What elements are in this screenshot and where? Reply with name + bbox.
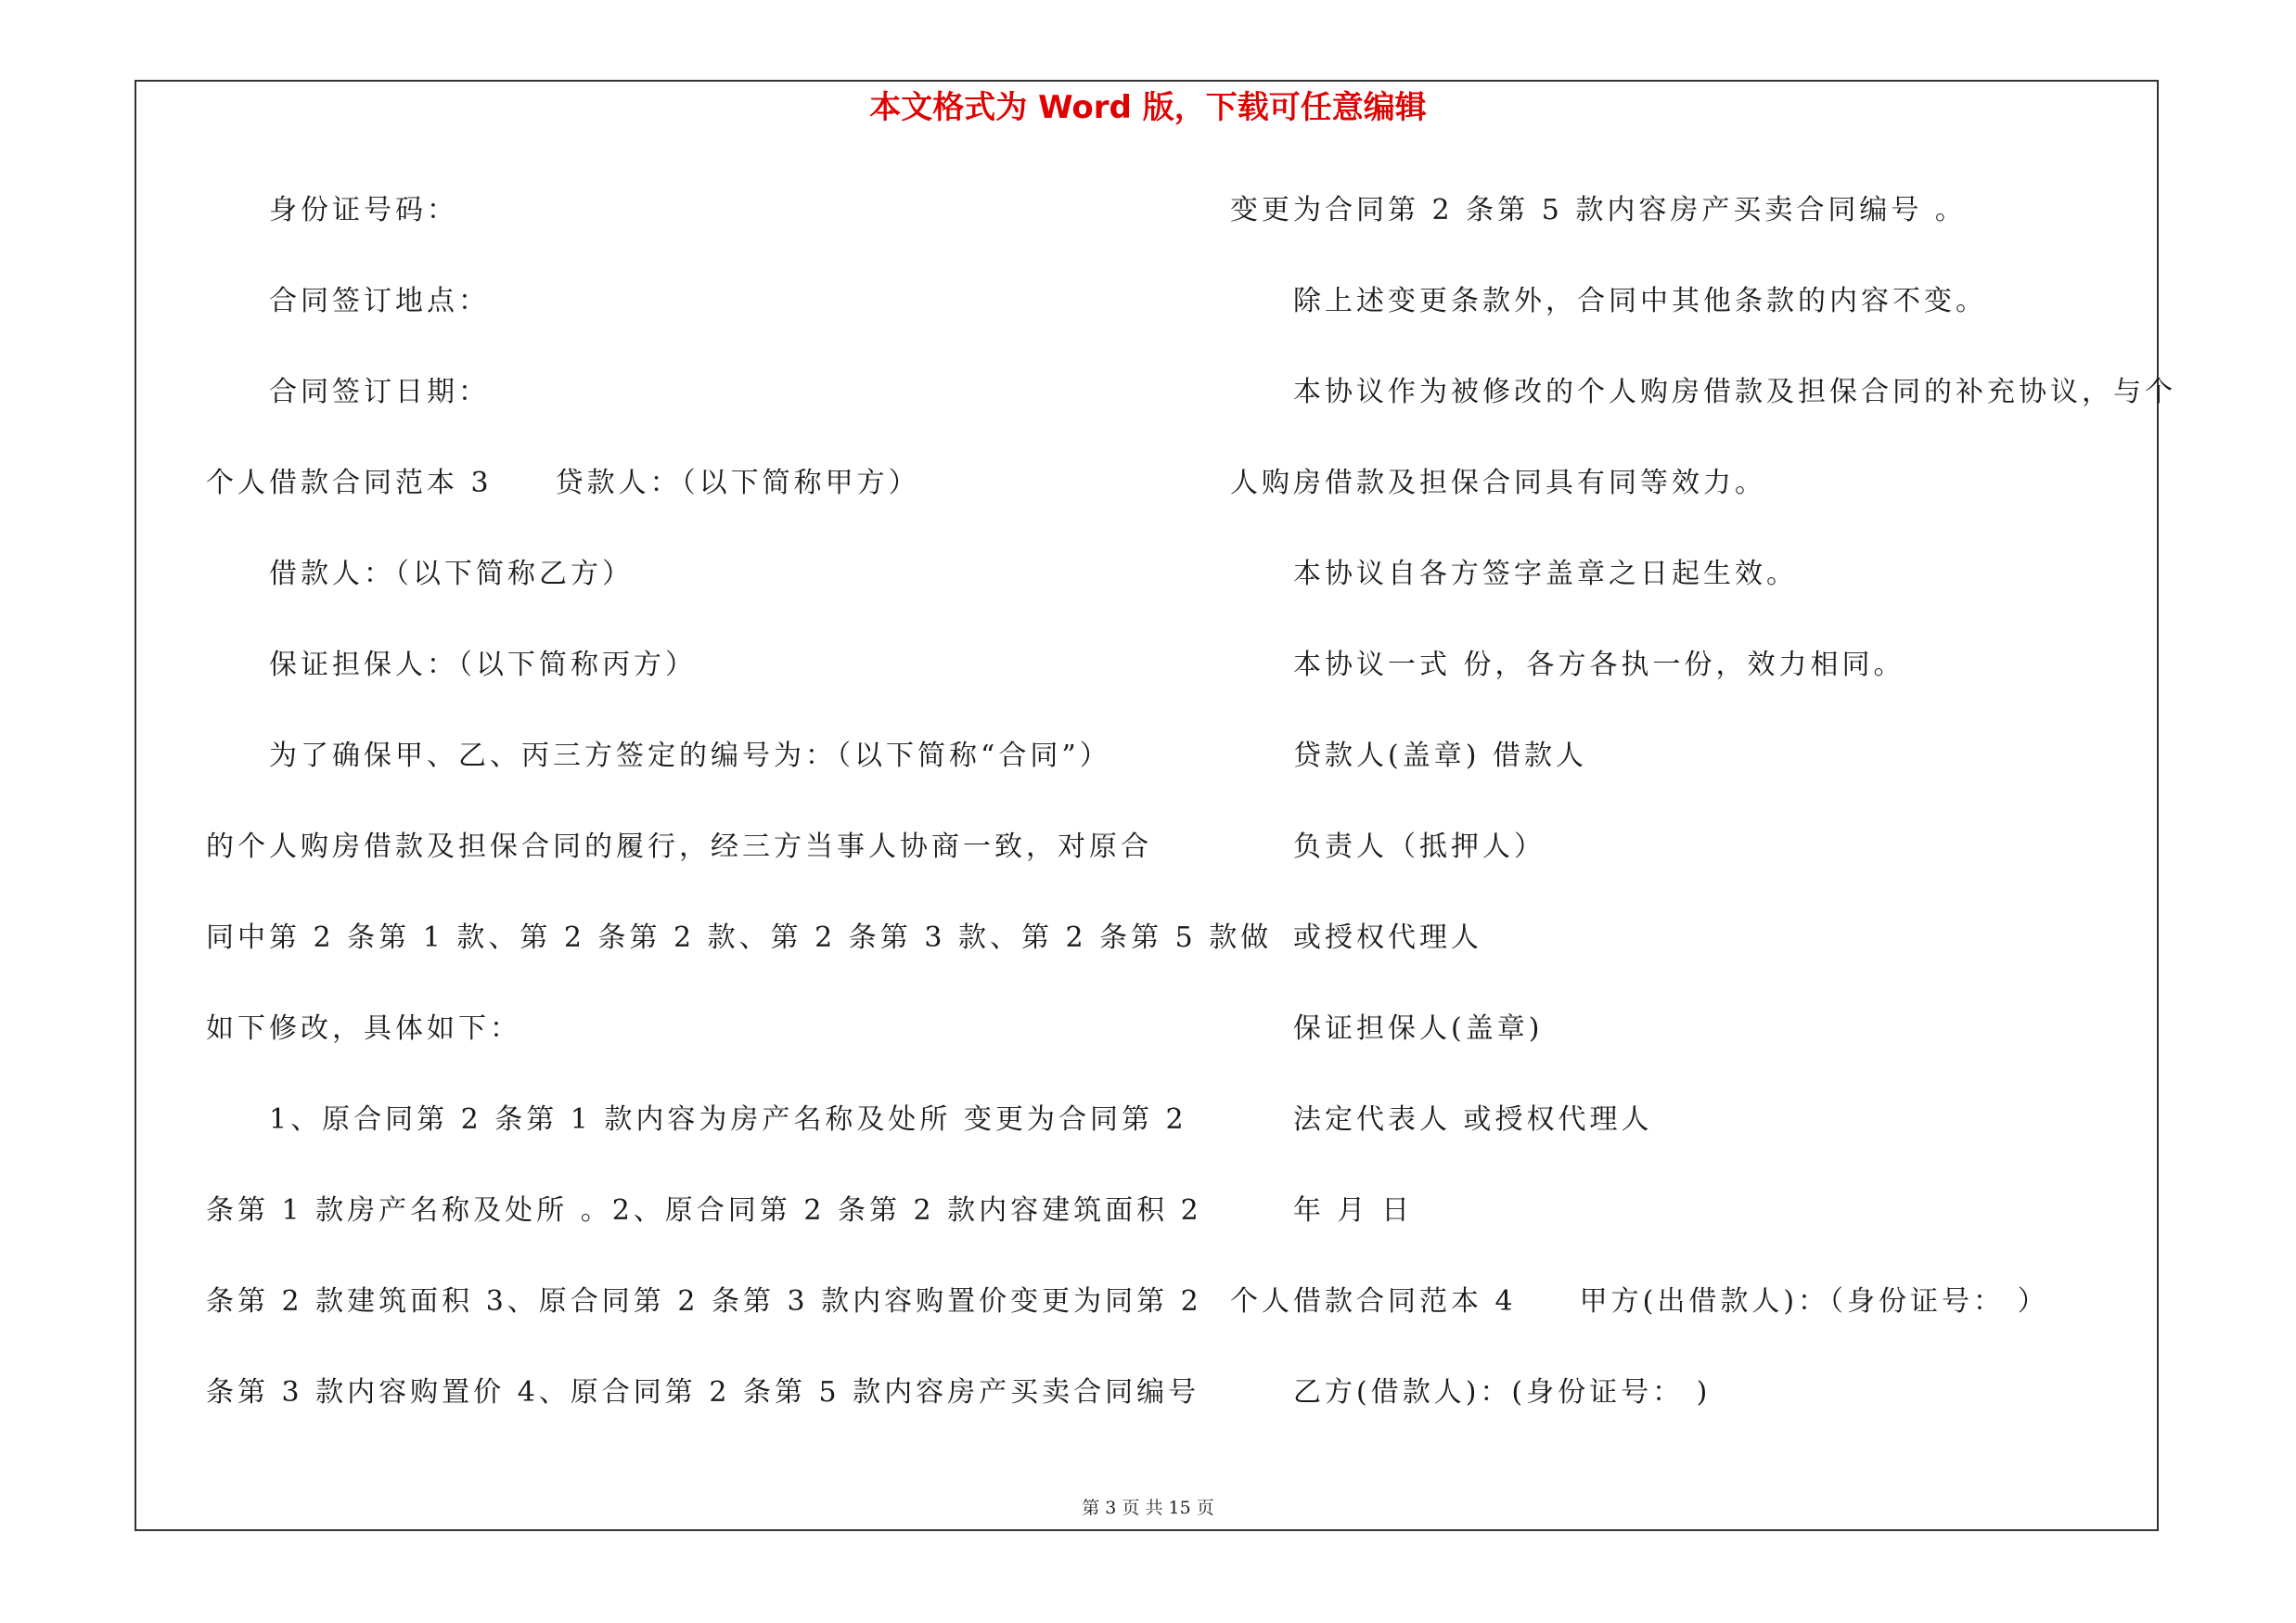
text-line: 条第 3 款内容购置价 4、原合同第 2 条第 5 款内容房产买卖合同编号: [206, 1376, 1200, 1409]
text-line: 保证担保人(盖章): [1293, 1012, 1544, 1045]
text-line: 的个人购房借款及担保合同的履行，经三方当事人协商一致，对原合: [206, 831, 1152, 863]
text-line: 条第 2 款建筑面积 3、原合同第 2 条第 3 款内容购置价变更为同第 2: [206, 1285, 1202, 1318]
text-line: 个人借款合同范本 3 贷款人：（以下简称甲方）: [206, 467, 920, 499]
text-line: 或授权代理人: [1293, 921, 1482, 954]
text-line: 借款人：（以下简称乙方）: [269, 558, 634, 590]
text-line: 本协议作为被修改的个人购房借款及担保合同的补充协议，与个: [1293, 376, 2176, 408]
format-banner: 本文格式为 Word 版，下载可任意编辑: [869, 89, 1427, 126]
text-line: 法定代表人 或授权代理人: [1293, 1103, 1653, 1136]
text-line: 负责人（抵押人）: [1293, 831, 1546, 863]
text-line: 本协议一式 份，各方各执一份，效力相同。: [1293, 649, 1905, 681]
text-line: 条第 1 款房产名称及处所 。2、原合同第 2 条第 2 款内容建筑面积 2: [206, 1194, 1202, 1227]
text-line: 个人借款合同范本 4 甲方(出借款人)：（身份证号： ）: [1230, 1285, 2049, 1318]
text-line: 为了确保甲、乙、丙三方签定的编号为：（以下简称“合同”）: [269, 740, 1111, 772]
page-number: 第 3 页 共 15 页: [1082, 1498, 1214, 1518]
text-line: 合同签订地点：: [269, 285, 490, 317]
text-line: 本协议自各方签字盖章之日起生效。: [1293, 558, 1798, 590]
text-line: 1、原合同第 2 条第 1 款内容为房产名称及处所 变更为合同第 2: [269, 1103, 1187, 1136]
text-line: 乙方(借款人)：(身份证号： ): [1293, 1376, 1712, 1409]
text-line: 除上述变更条款外，合同中其他条款的内容不变。: [1293, 285, 1987, 317]
text-line: 同中第 2 条第 1 款、第 2 条第 2 款、第 2 条第 3 款、第 2 条第 5 款做: [206, 921, 1273, 954]
text-line: 贷款人(盖章) 借款人: [1293, 740, 1587, 772]
text-line: 身份证号码：: [269, 194, 458, 226]
text-line: 保证担保人：（以下简称丙方）: [269, 649, 697, 681]
text-line: 人购房借款及担保合同具有同等效力。: [1230, 467, 1766, 499]
text-line: 变更为合同第 2 条第 5 款内容房产买卖合同编号 。: [1230, 194, 1967, 226]
text-line: 年 月 日: [1293, 1194, 1414, 1227]
text-line: 如下修改，具体如下：: [206, 1012, 521, 1045]
text-line: 合同签订日期：: [269, 376, 490, 408]
right-column: [1230, 186, 2176, 1459]
left-column: [206, 186, 1273, 1459]
